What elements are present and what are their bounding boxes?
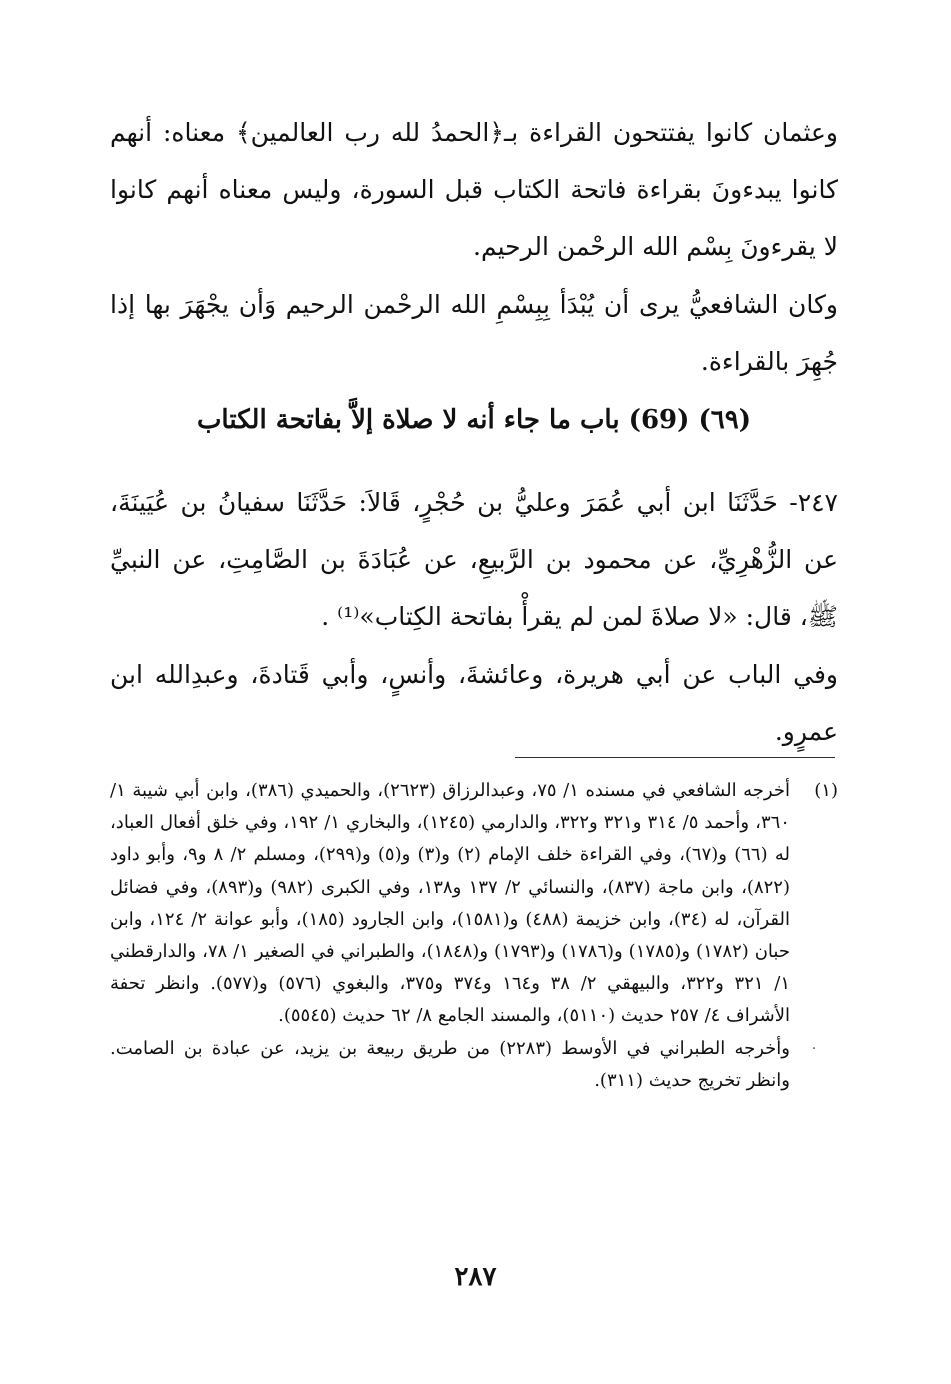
chapter-heading: (٦٩) (69) باب ما جاء أنه لا صلاة إلاَّ بفاتحة الكتاب — [196, 405, 752, 435]
hadith-paragraph: ٢٤٧- حَدَّثَنَا ابن أبي عُمَرَ وعليُّ بن حُجْرٍ، قَالاَ: حَدَّثَنَا سفيانُ بن عُيَينَةَ، عن الزُّهْرِيِّ، عن محمود بن الرَّبيعِ، عن عُبَادَةَ بن الصَّامِتِ، عن النبيِّ ﷺ، قال: «لا صلاةَ لمن لم يقرأْ بفاتحة الكِتاب»⁽¹⁾ . — [110, 488, 838, 631]
page-number: ٢٨٧ — [454, 1262, 497, 1292]
footnote-separator — [515, 757, 835, 758]
body-paragraph-2: وكان الشافعيُّ يرى أن يُبْدَأ بِبِسْمِ الله الرحْمن الرحيم وَأن يجْهَرَ بها إذا جُهِرَ بالقراءة. — [110, 290, 838, 376]
body-paragraph-4: وفي الباب عن أبي هريرة، وعائشةَ، وأنسٍ، وأبي قَتادةَ، وعبدِالله ابن عمرٍو. — [110, 660, 838, 746]
footnote-1-number: (١) — [814, 780, 838, 801]
footnote-1 — [110, 775, 838, 1033]
footnotes-section — [110, 775, 838, 1097]
body-paragraph-1: وعثمان كانوا يفتتحون القراءة بـ﴿الحمدُ لله رب العالمين﴾ معناه: أنهم كانوا يبدءونَ بقراءة فاتحة الكتاب قبل السورة، وليس معناه أنهم كانوا لا يقرءونَ بِسْم الله الرحْمن الرحيم. — [110, 118, 838, 261]
footnote-2-text: وأخرجه الطبراني في الأوسط (٢٢٨٣) من طريق ربيعة بن يزيد، عن عبادة بن الصامت. وانظر تخريج حديث (٣١١). — [110, 1037, 790, 1091]
footnote-2 — [110, 1033, 838, 1097]
footnote-1-text: أخرجه الشافعي في مسنده ١/ ٧٥، وعبدالرزاق (٢٦٢٣)، والحميدي (٣٨٦)، وابن أبي شيبة ١/ ٣٦٠، وأحمد ٥/ ٣١٤ و٣٢١ و٣٢٢، والدارمي (١٢٤٥)، والبخاري ١/ ١٩٢، وفي خلق أفعال العباد، له (٦٦) و(٦٧)، وفي القراءة خلف الإمام (٢) و(٣) و(٥) و(٢٩٩)، ومسلم ٢/ ٨ و٩، وأبو داود (٨٢٢)، وابن ماجة (٨٣٧)، والنسائي ٢/ ١٣٧ و١٣٨، وفي الكبرى (٩٨٢) و(٨٩٣)، وفي فضائل القرآن، له (٣٤)، وابن خزيمة (٤٨٨) و(١٥٨١)، وابن الجارود (١٨٥)، وأبو عوانة ٢/ ١٢٤، وابن حبان (١٧٨٢) و(١٧٨٥) و(١٧٨٦) و(١٧٩٣) و(١٨٤٨)، والطبراني في الصغير ١/ ٧٨، والدارقطني ١/ ٣٢١ و٣٢٢، والبيهقي ٢/ ٣٨ و١٦٤ و٣٧٤ و٣٧٥، والبغوي (٥٧٦) و(٥٧٧). وانظر تحفة الأشراف ٤/ ٢٥٧ حديث (٥١١٠)، والمسند الجامع ٨/ ٦٢ حديث (٥٥٤٥). — [110, 780, 791, 1027]
footnote-2-mark: · — [811, 1040, 817, 1057]
